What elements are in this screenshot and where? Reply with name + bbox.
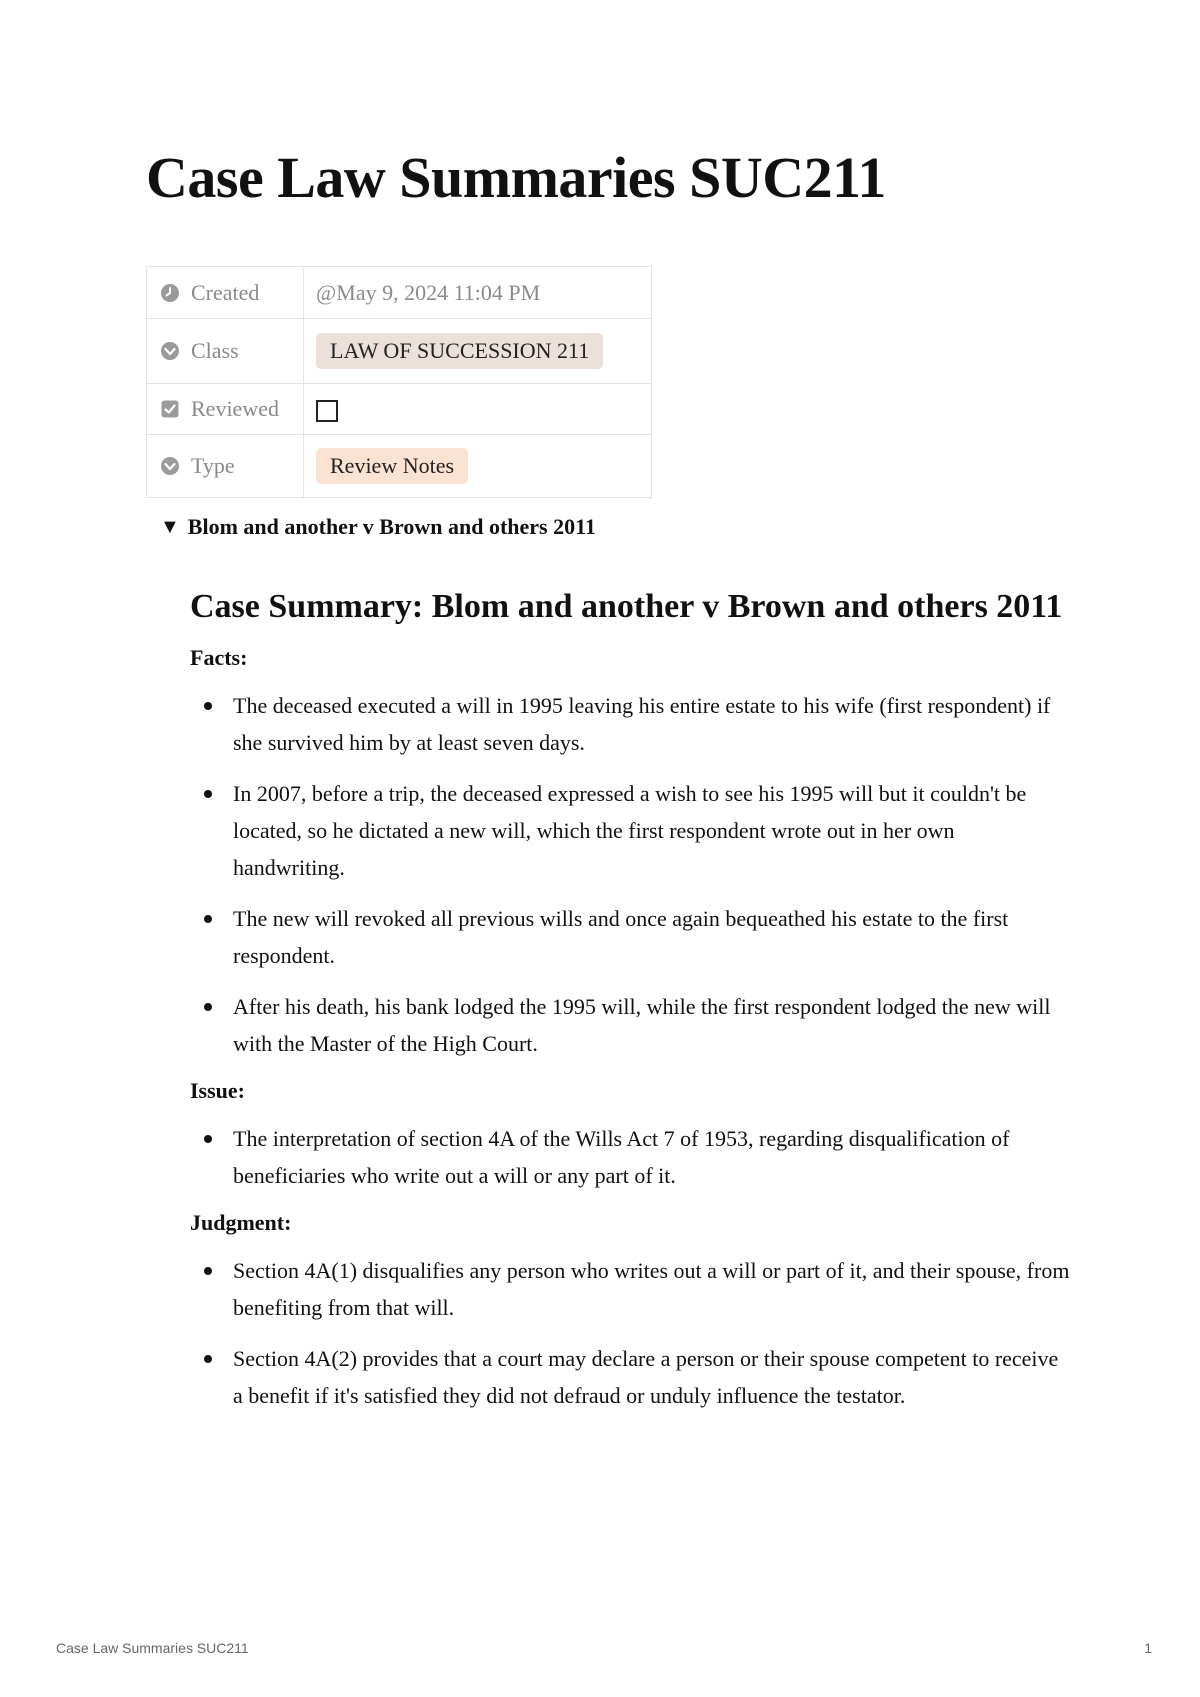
property-key-class — [147, 319, 304, 384]
issue-list — [190, 1120, 1070, 1194]
select-icon — [159, 455, 181, 477]
property-key-reviewed — [147, 384, 304, 435]
property-value-reviewed — [304, 384, 652, 435]
class-tag[interactable]: LAW OF SUCCESSION 211 — [316, 333, 603, 369]
list-item: Section 4A(2) provides that a court may declare a person or their spouse competent to receive a benefit if it's satisfied they did not defraud or unduly influence the testator. — [190, 1340, 1070, 1414]
footer-doc-title: Case Law Summaries SUC211 — [56, 1640, 249, 1656]
list-item: The deceased executed a will in 1995 leaving his entire estate to his wife (first respondent) if she survived him by at least seven days. — [190, 687, 1070, 761]
type-tag[interactable]: Review Notes — [316, 448, 468, 484]
list-item: The new will revoked all previous wills and once again bequeathed his estate to the first respondent. — [190, 900, 1070, 974]
property-key-type — [147, 435, 304, 498]
judgment-list — [190, 1252, 1070, 1414]
property-row-class — [147, 319, 652, 384]
case-summary-heading: Case Summary: Blom and another v Brown and others 2011 — [190, 588, 1063, 625]
clock-icon — [159, 282, 181, 304]
list-item: After his death, his bank lodged the 1995 will, while the first respondent lodged the new will with the Master of the High Court. — [190, 988, 1070, 1062]
facts-label: Facts: — [190, 645, 248, 670]
list-item: Section 4A(1) disqualifies any person who writes out a will or part of it, and their spouse, from benefiting from that will. — [190, 1252, 1070, 1326]
page-title: Case Law Summaries SUC211 — [146, 145, 886, 210]
property-label-type: Type — [191, 453, 235, 478]
toggle-blom-v-brown[interactable] — [160, 514, 596, 540]
property-value-type[interactable] — [304, 435, 652, 498]
property-label-class: Class — [191, 338, 239, 363]
reviewed-checkbox[interactable] — [316, 400, 338, 422]
judgment-label: Judgment: — [190, 1210, 292, 1235]
footer-page-number: 1 — [1144, 1640, 1152, 1656]
property-label-reviewed: Reviewed — [191, 396, 279, 421]
created-date-value: @May 9, 2024 11:04 PM — [316, 279, 541, 305]
list-item: In 2007, before a trip, the deceased expressed a wish to see his 1995 will but it couldn't be located, so he dictated a new will, which the first respondent wrote out in her own handwriting. — [190, 775, 1070, 886]
property-row-type — [147, 435, 652, 498]
facts-list — [190, 687, 1070, 1062]
issue-label: Issue: — [190, 1078, 246, 1103]
property-value-created[interactable] — [304, 267, 652, 319]
property-value-class[interactable] — [304, 319, 652, 384]
property-key-created — [147, 267, 304, 319]
checkbox-icon — [159, 398, 181, 420]
select-icon — [159, 340, 181, 362]
toggle-content — [190, 585, 1070, 1428]
property-row-reviewed — [147, 384, 652, 435]
property-label-created: Created — [191, 279, 260, 305]
property-row-created — [147, 267, 652, 319]
list-item: The interpretation of section 4A of the Wills Act 7 of 1953, regarding disqualification of beneficiaries who write out a will or any part of it. — [190, 1120, 1070, 1194]
properties-table — [146, 266, 652, 498]
toggle-label: Blom and another v Brown and others 2011 — [187, 514, 596, 539]
toggle-triangle-icon[interactable]: ▼ — [160, 515, 180, 538]
